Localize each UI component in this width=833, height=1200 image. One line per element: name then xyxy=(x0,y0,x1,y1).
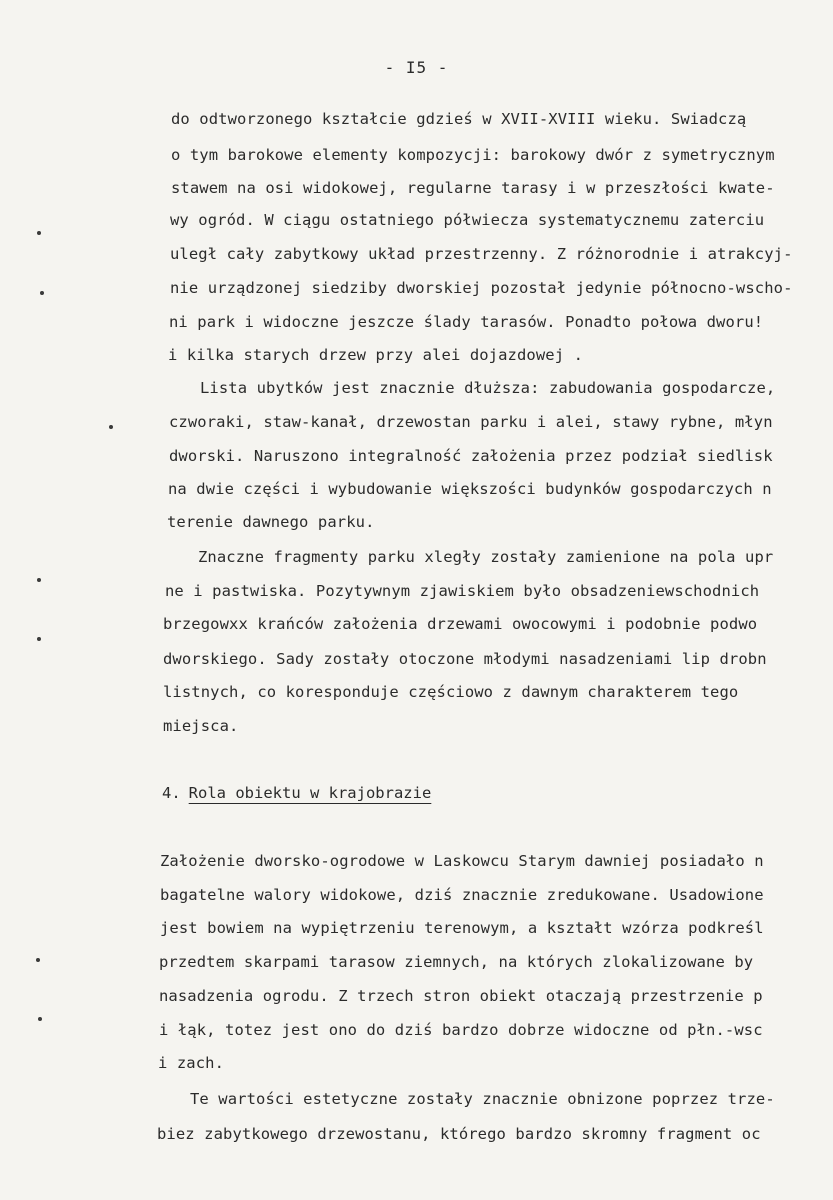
paragraph-3-line-5: listnych, co koresponduje częściowo z dawnym charakterem tego xyxy=(163,683,739,701)
paragraph-4-line-4: przedtem skarpami tarasow ziemnych, na których zlokalizowane by xyxy=(159,953,754,971)
paragraph-1-line-3: stawem na osi widokowej, regularne tarasy i w przeszłości kwate- xyxy=(171,179,775,197)
section-number: 4. xyxy=(162,784,181,802)
paragraph-4-line-1: Założenie dworsko-ogrodowe w Laskowcu Starym dawniej posiadało n xyxy=(160,852,764,870)
paragraph-4-line-6: i łąk, totez jest ono do dziś bardzo dobrze widoczne od płn.-wsc xyxy=(159,1021,763,1039)
paragraph-2-line-1: Lista ubytków jest znacznie dłuższa: zabudowania gospodarcze, xyxy=(200,379,776,397)
paragraph-3-line-3: brzegowxx krańców założenia drzewami owocowymi i podobnie podwo xyxy=(163,615,758,633)
paragraph-4-line-3: jest bowiem na wypiętrzeniu terenowym, a kształt wzórza podkreśl xyxy=(160,919,764,937)
margin-speck xyxy=(36,958,40,962)
paragraph-1-line-5: uległ cały zabytkowy układ przestrzenny. Z różnorodnie i atrakcyj- xyxy=(170,245,793,263)
paragraph-5-line-2: biez zabytkowego drzewostanu, którego bardzo skromny fragment oc xyxy=(157,1125,761,1143)
page-number: - I5 - xyxy=(384,58,449,77)
paragraph-1-line-2: o tym barokowe elementy kompozycji: barokowy dwór z symetrycznym xyxy=(171,146,775,164)
paragraph-3-line-2: ne i pastwiska. Pozytywnym zjawiskiem było obsadzeniewschodnich xyxy=(165,582,760,600)
margin-speck xyxy=(38,1017,42,1021)
paragraph-3-line-4: dworskiego. Sady zostały otoczone młodymi nasadzeniami lip drobn xyxy=(163,650,767,668)
margin-speck xyxy=(37,231,41,235)
margin-speck xyxy=(37,578,41,582)
margin-speck xyxy=(37,637,41,641)
paragraph-2-line-2: czworaki, staw-kanał, drzewostan parku i alei, stawy rybne, młyn xyxy=(169,413,773,431)
paragraph-1-line-4: wy ogród. W ciągu ostatniego półwiecza systematycznemu zaterciu xyxy=(170,211,765,229)
paragraph-5-line-1: Te wartości estetyczne zostały znacznie obnizone poprzez trze- xyxy=(190,1090,775,1108)
margin-speck xyxy=(109,425,113,429)
paragraph-4-line-7: i zach. xyxy=(158,1054,225,1072)
paragraph-3-line-1: Znaczne fragmenty parku xległy zostały zamienione na pola upr xyxy=(198,548,774,566)
paragraph-2-line-3: dworski. Naruszono integralność założenia przez podział siedlisk xyxy=(169,447,773,465)
margin-speck xyxy=(40,291,44,295)
paragraph-1-line-6: nie urządzonej siedziby dworskiej pozostał jedynie północno-wscho- xyxy=(170,279,793,297)
paragraph-1-line-8: i kilka starych drzew przy alei dojazdowej . xyxy=(168,346,583,364)
paragraph-3-line-6: miejsca. xyxy=(163,717,239,735)
paragraph-4-line-2: bagatelne walory widokowe, dziś znacznie zredukowane. Usadowione xyxy=(160,886,764,904)
paragraph-1-line-7: ni park i widoczne jeszcze ślady tarasów. Ponadto połowa dworu! xyxy=(169,313,764,331)
section-title: Rola obiektu w krajobrazie xyxy=(188,784,432,802)
section-heading xyxy=(162,784,431,802)
paragraph-4-line-5: nasadzenia ogrodu. Z trzech stron obiekt otaczają przestrzenie p xyxy=(159,987,763,1005)
paragraph-1-line-1: do odtworzonego kształcie gdzieś w XVII-XVIII wieku. Swiadczą xyxy=(171,110,747,128)
paragraph-2-line-4: na dwie części i wybudowanie większości budynków gospodarczych n xyxy=(168,480,772,498)
paragraph-2-line-5: terenie dawnego parku. xyxy=(167,513,375,531)
